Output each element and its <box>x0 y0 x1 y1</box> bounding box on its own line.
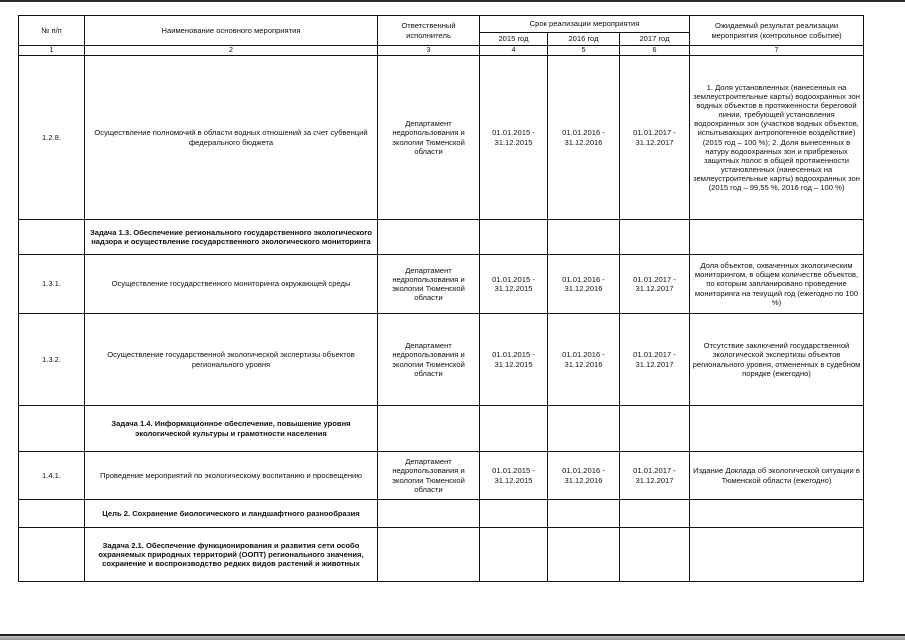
scan-edge-line <box>0 634 905 636</box>
row-result: Отсутствие заключений государственной экологической экспертизы объектов регионального уровня, отмененных в судебном порядке (ежегодно) <box>690 314 864 406</box>
row-date-2016: 01.01.2016 - 31.12.2016 <box>548 56 620 220</box>
col-number: 7 <box>690 46 864 56</box>
row-date-2017: 01.01.2017 - 31.12.2017 <box>620 255 690 314</box>
row-name: Проведение мероприятий по экологическому воспитанию и просвещению <box>85 452 378 500</box>
header-year-2016: 2016 год <box>548 33 620 46</box>
row-executor: Департамент недропользования и экологии Тюменской области <box>378 255 480 314</box>
table-row <box>19 56 864 220</box>
row-num: 1.3.2. <box>19 314 85 406</box>
col-number: 3 <box>378 46 480 56</box>
header-name: Наименование основного мероприятия <box>85 16 378 46</box>
task-row <box>19 528 864 582</box>
row-date-2016: 01.01.2016 - 31.12.2016 <box>548 452 620 500</box>
row-name: Осуществление государственного мониторинга окружающей среды <box>85 255 378 314</box>
row-date-2017: 01.01.2017 - 31.12.2017 <box>620 56 690 220</box>
header-num: № п/п <box>19 16 85 46</box>
col-number: 5 <box>548 46 620 56</box>
row-date-2015: 01.01.2015 - 31.12.2015 <box>480 452 548 500</box>
header-executor: Ответственный исполнитель <box>378 16 480 46</box>
row-num: 1.4.1. <box>19 452 85 500</box>
col-number: 1 <box>19 46 85 56</box>
column-numbers-row <box>19 46 864 56</box>
goal-2: Цель 2. Сохранение биологического и ландшафтного разнообразия <box>85 500 378 528</box>
task-1-3: Задача 1.3. Обеспечение регионального государственного экологического надзора и осуществление государственного экологического мониторинга <box>85 220 378 255</box>
table-row <box>19 314 864 406</box>
col-number: 4 <box>480 46 548 56</box>
header-year-2015: 2015 год <box>480 33 548 46</box>
activities-table <box>18 15 864 582</box>
task-1-4: Задача 1.4. Информационное обеспечение, повышение уровня экологической культуры и грамотности населения <box>85 406 378 452</box>
header-period: Срок реализации мероприятия <box>480 16 690 33</box>
task-2-1: Задача 2.1. Обеспечение функционирования и развития сети особо охраняемых природных территорий (ООПТ) регионального значения, сохранение и воспроизводство редких видов растений и животных <box>85 528 378 582</box>
row-result: Издание Доклада об экологической ситуации в Тюменской области (ежегодно) <box>690 452 864 500</box>
row-date-2015: 01.01.2015 - 31.12.2015 <box>480 314 548 406</box>
row-result: Доля объектов, охваченных экологическим мониторингом, в общем количестве объектов, по которым запланировано проведение мониторинга на текущий год (ежегодно по 100 %) <box>690 255 864 314</box>
row-executor: Департамент недропользования и экологии Тюменской области <box>378 56 480 220</box>
scan-edge-top <box>0 0 905 2</box>
row-num: 1.3.1. <box>19 255 85 314</box>
header-result: Ожидаемый результат реализации мероприятия (контрольное событие) <box>690 16 864 46</box>
row-name: Осуществление государственной экологической экспертизы объектов регионального уровня <box>85 314 378 406</box>
row-date-2017: 01.01.2017 - 31.12.2017 <box>620 452 690 500</box>
header-row <box>19 16 864 33</box>
col-number: 6 <box>620 46 690 56</box>
goal-row <box>19 500 864 528</box>
row-result: 1. Доля установленных (нанесенных на землеустроительные карты) водоохранных зон водных объектов в протяженности береговой линии, требующей установления водоохранных зон (участков водных объектов, испытывающих антропогенное воздействие) (2015 год – 100 %); 2. Доля вынесенных в натуру водоохранных зон и прибрежных защитных полос в общей протяженности установленных (нанесенных на землеустроительные карты) водоохранных зон (2015 год – 99,55 %, 2016 год – 100 %) <box>690 56 864 220</box>
row-name: Осуществление полномочий в области водных отношений за счет субвенций федерального бюджета <box>85 56 378 220</box>
row-executor: Департамент недропользования и экологии Тюменской области <box>378 452 480 500</box>
row-date-2015: 01.01.2015 - 31.12.2015 <box>480 56 548 220</box>
row-date-2017: 01.01.2017 - 31.12.2017 <box>620 314 690 406</box>
table-row <box>19 255 864 314</box>
row-num: 1.2.8. <box>19 56 85 220</box>
row-date-2016: 01.01.2016 - 31.12.2016 <box>548 255 620 314</box>
task-row <box>19 220 864 255</box>
row-executor: Департамент недропользования и экологии Тюменской области <box>378 314 480 406</box>
row-date-2015: 01.01.2015 - 31.12.2015 <box>480 255 548 314</box>
header-year-2017: 2017 год <box>620 33 690 46</box>
row-date-2016: 01.01.2016 - 31.12.2016 <box>548 314 620 406</box>
col-number: 2 <box>85 46 378 56</box>
table-row <box>19 452 864 500</box>
task-row <box>19 406 864 452</box>
